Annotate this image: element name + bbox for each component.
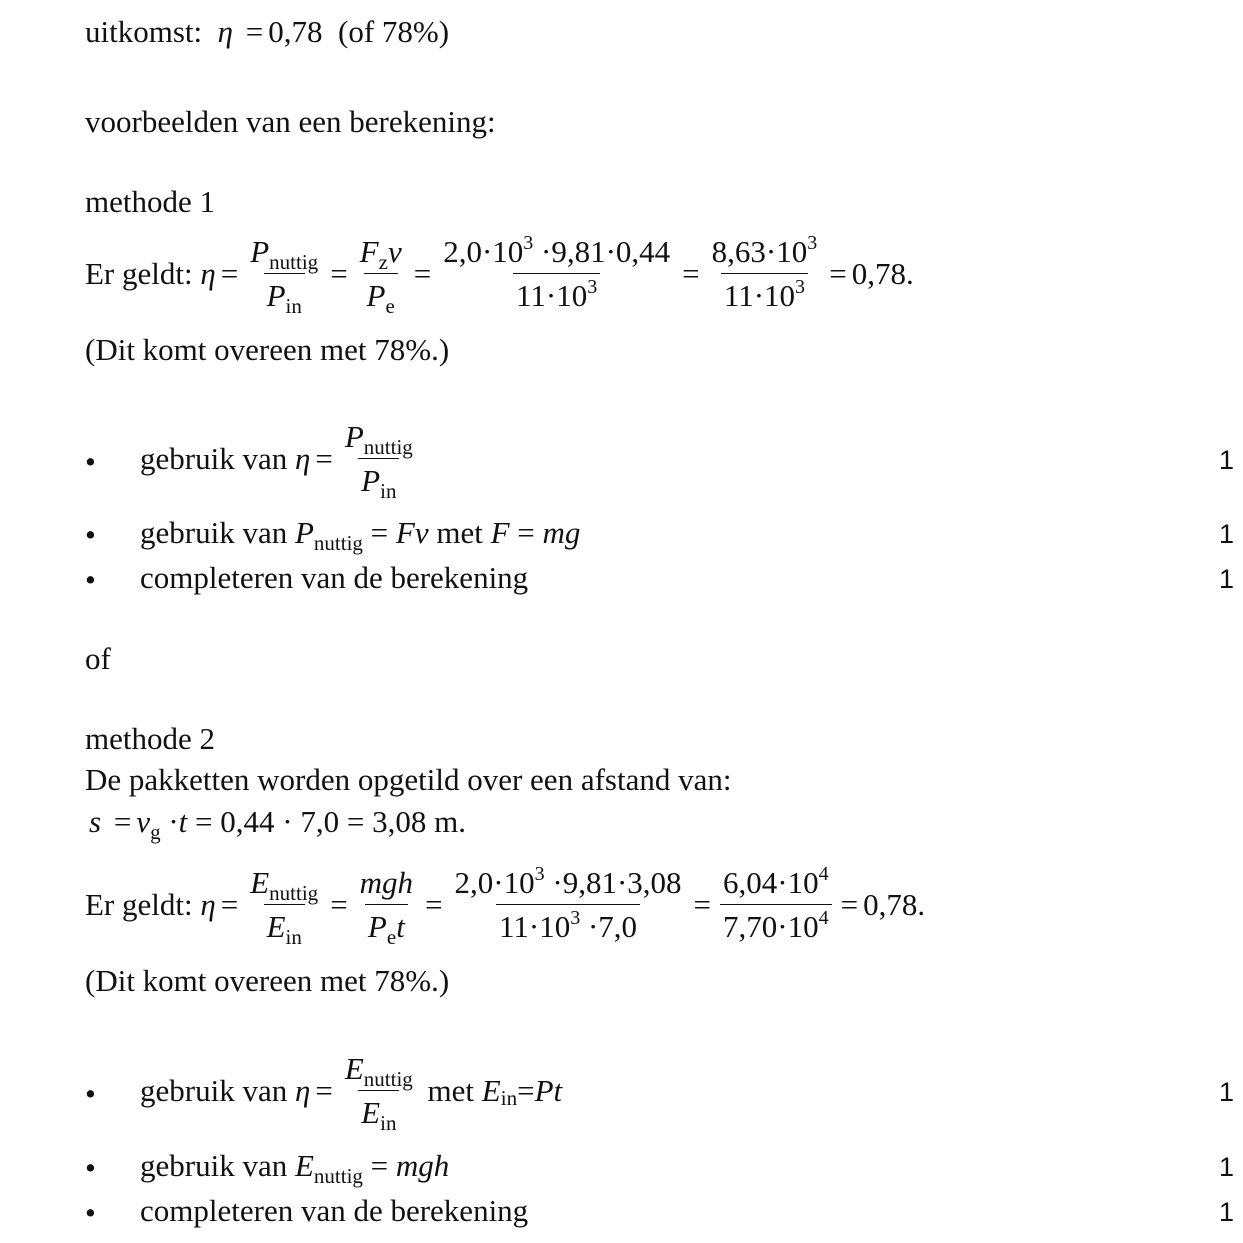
eta-symbol: η <box>200 256 216 291</box>
fraction-simplified <box>720 862 832 944</box>
e-symbol: E <box>344 1050 364 1086</box>
subscript: in <box>380 1110 397 1135</box>
v-symbol: v <box>136 804 151 839</box>
subscript: in <box>380 478 397 503</box>
exponent: 4 <box>818 862 829 885</box>
equals-sign: = <box>220 887 239 922</box>
method2-title: methode 2 <box>85 721 215 756</box>
criterion-1-3: completeren van de berekening <box>140 560 529 595</box>
equals-sign: = <box>362 515 396 550</box>
fraction-energy-ratio <box>247 864 321 949</box>
subscript: nuttig <box>363 434 413 459</box>
result-value: 0,78 <box>268 14 323 49</box>
e-symbol: E <box>266 908 286 944</box>
bullet: • <box>85 1076 96 1111</box>
subscript: nuttig <box>313 531 363 555</box>
criterion-text: gebruik van <box>140 1073 288 1108</box>
equals-sign: = <box>413 256 432 291</box>
equals-sign: = <box>509 515 543 550</box>
p-symbol: P <box>366 277 386 313</box>
equals-sign: = <box>829 256 847 291</box>
score: 1 <box>1219 1152 1235 1182</box>
exponent: 4 <box>818 906 829 929</box>
distance-equation <box>89 804 466 844</box>
fraction-power-ratio <box>342 418 416 503</box>
exponent: 3 <box>523 231 534 254</box>
score: 1 <box>1219 1197 1235 1227</box>
subscript: e <box>386 924 397 949</box>
criterion-2-2 <box>140 1148 450 1188</box>
p-symbol: P <box>250 233 270 269</box>
p-symbol: P <box>294 515 314 550</box>
equals-sign: = <box>315 1073 333 1108</box>
bullet: • <box>85 1150 96 1185</box>
subscript: nuttig <box>313 1164 363 1188</box>
equals-sign: = <box>362 1148 396 1183</box>
score: 1 <box>1219 519 1235 549</box>
criterion-text: gebruik van <box>140 515 288 550</box>
exponent: 3 <box>795 275 806 298</box>
exponent: 3 <box>570 906 581 929</box>
multiply-dot: · <box>168 804 179 839</box>
criterion-1-2 <box>140 515 581 555</box>
criterion-text: gebruik van <box>140 441 288 476</box>
formula-term: F <box>490 515 510 550</box>
equals-sign: = <box>245 14 264 49</box>
criterion-2-3: completeren van de berekening <box>140 1193 529 1228</box>
subscript: in <box>285 293 302 318</box>
subscript: nuttig <box>269 880 319 905</box>
subscript: z <box>378 249 388 274</box>
numerator-part: 2,0·10 <box>454 864 535 900</box>
equals-sign: = <box>693 887 712 922</box>
criterion-2-1 <box>140 1046 562 1136</box>
subscript: in <box>500 1085 518 1110</box>
method2-lead: Er geldt: <box>85 887 193 922</box>
fraction-numeric <box>452 862 685 944</box>
unit: m. <box>434 804 466 839</box>
p-symbol: P <box>367 908 387 944</box>
subscript: e <box>385 293 395 318</box>
fraction-power-ratio <box>247 233 321 318</box>
numerator-part: 6,04·10 <box>723 864 819 900</box>
examples-heading: voorbeelden van een berekening: <box>85 104 496 139</box>
method2-intro: De pakketten worden opgetild over een afstand van: <box>85 762 732 797</box>
equals-sign: = <box>330 887 348 922</box>
criterion-text: met <box>427 1073 475 1108</box>
bullet: • <box>85 1195 96 1230</box>
fraction-force-velocity <box>357 233 405 318</box>
result-label: uitkomst: <box>85 14 203 49</box>
p-symbol: P <box>266 277 286 313</box>
formula-term: mg <box>542 515 581 550</box>
e-symbol: E <box>250 864 270 900</box>
score: 1 <box>1219 564 1235 594</box>
method2-note: (Dit komt overeen met 78%.) <box>85 963 450 998</box>
criterion-text: met <box>428 515 491 550</box>
p-symbol: P <box>344 418 364 454</box>
formula-term: mgh <box>395 1148 450 1183</box>
equals-sign: = <box>113 804 132 839</box>
fraction-mgh <box>357 864 416 949</box>
denominator-part: 11·10 <box>499 908 571 944</box>
subscript: in <box>285 924 302 949</box>
denominator-part: 11·10 <box>723 277 796 313</box>
denominator-part: 7,70·10 <box>723 908 819 944</box>
result-percentage: (of 78%) <box>338 14 450 49</box>
method2-equation <box>85 860 925 950</box>
method2-result: 0,78. <box>863 887 926 922</box>
equals-sign: = <box>517 1073 535 1108</box>
method1-equation <box>85 230 914 318</box>
bullet: • <box>85 444 96 479</box>
e-symbol: E <box>294 1148 314 1183</box>
eta-symbol: η <box>217 14 234 49</box>
formula-term: Fv <box>395 515 429 550</box>
bullet: • <box>85 517 96 552</box>
fraction-numeric <box>440 231 673 313</box>
exponent: 3 <box>587 275 598 298</box>
exponent: 3 <box>534 862 545 885</box>
equals-sign: = <box>682 256 700 291</box>
subscript: nuttig <box>363 1066 413 1091</box>
equals-sign: = <box>840 887 859 922</box>
eta-symbol: η <box>200 887 216 922</box>
method1-title: methode 1 <box>85 184 215 219</box>
s-symbol: s <box>89 804 102 839</box>
subscript: nuttig <box>269 249 319 274</box>
equals-sign: = <box>220 256 239 291</box>
numerator-part: 8,63·10 <box>711 233 808 269</box>
numerator-part: 2,0·10 <box>443 233 524 269</box>
equals-sign: = <box>425 887 443 922</box>
result-line <box>85 16 449 47</box>
eta-symbol: η <box>294 441 311 476</box>
score: 1 <box>1219 1077 1235 1107</box>
method1-lead: Er geldt: <box>85 256 193 291</box>
numerator-part: ·9,81·3,08 <box>544 864 682 900</box>
method1-note: (Dit komt overeen met 78%.) <box>85 332 450 367</box>
f-symbol: F <box>359 233 379 269</box>
subscript: g <box>150 820 161 844</box>
v-symbol: v <box>387 233 402 269</box>
criterion-text: gebruik van <box>140 1148 288 1183</box>
numerator-part: ·9,81·0,44 <box>533 233 671 269</box>
e-symbol: E <box>361 1094 381 1130</box>
or-separator: of <box>85 641 111 676</box>
equals-sign: = <box>330 256 348 291</box>
denominator-part: 11·10 <box>516 277 588 313</box>
p-symbol: P <box>361 462 381 498</box>
eta-symbol: η <box>294 1073 311 1108</box>
bullet: • <box>85 562 96 597</box>
method1-result: 0,78. <box>851 256 914 291</box>
e-symbol: E <box>481 1073 501 1108</box>
exponent: 3 <box>807 231 818 254</box>
criterion-1-1 <box>140 414 420 504</box>
score: 1 <box>1219 445 1235 475</box>
equals-sign: = <box>315 441 333 476</box>
t-symbol: t <box>178 804 188 839</box>
formula-term: Pt <box>534 1073 563 1108</box>
distance-calculation: = 0,44 · 7,0 = 3,08 <box>195 804 427 839</box>
fraction-energy-ratio <box>342 1050 416 1135</box>
formula-term: mgh <box>359 864 414 900</box>
denominator-part: ·7,0 <box>580 908 638 944</box>
fraction-simplified <box>709 231 821 313</box>
t-symbol: t <box>396 908 405 944</box>
